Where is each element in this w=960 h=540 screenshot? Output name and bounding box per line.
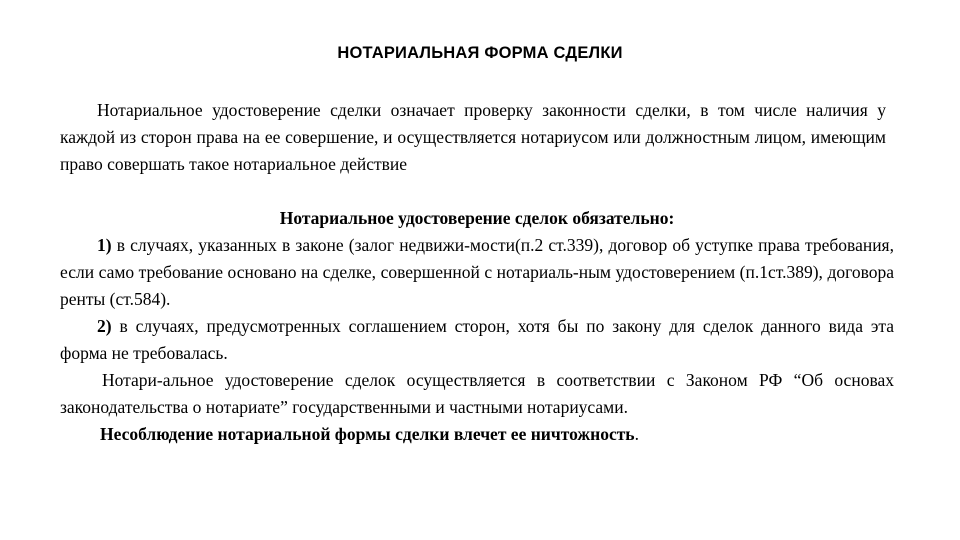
- case-2-text: в случаях, предусмотренных соглашением сторон, хотя бы по закону для сделок данного вида эта форма не требовалась.: [60, 316, 894, 363]
- conclusion-paragraph: [60, 421, 894, 448]
- case-1-paragraph: [60, 232, 894, 313]
- conclusion-period: .: [634, 424, 639, 444]
- intro-paragraph: Нотариальное удостоверение сделки означает проверку законности сделки, в том числе наличия у каждой из сторон права на ее совершение, и осуществляется нотариусом или должностным лицом, имеющим право совершать такое нотариальное действие: [60, 100, 886, 174]
- requirements-section: [60, 205, 894, 448]
- case-2-marker: 2): [97, 316, 112, 336]
- intro-section: [60, 97, 886, 178]
- conclusion-text: Несоблюдение нотариальной формы сделки влечет ее ничтожность: [100, 424, 635, 444]
- law-reference-paragraph: Нотари-альное удостоверение сделок осуществляется в соответствии с Законом РФ “Об основах законодательства о нотариате” государственными и частными нотариусами.: [60, 370, 894, 417]
- case-1-text: в случаях, указанных в законе (залог недвижи-мости(п.2 ст.339), договор об уступке права требования, если само требование основано на сделке, совершенной с нотариаль-ным удостоверением (п.1ст.389), договора ренты (ст.584).: [60, 235, 894, 309]
- requirements-subheading: Нотариальное удостоверение сделок обязательно:: [279, 208, 675, 228]
- document-title: НОТАРИАЛЬНАЯ ФОРМА СДЕЛКИ: [337, 44, 623, 62]
- case-2-paragraph: [60, 313, 894, 367]
- case-1-marker: 1): [97, 235, 112, 255]
